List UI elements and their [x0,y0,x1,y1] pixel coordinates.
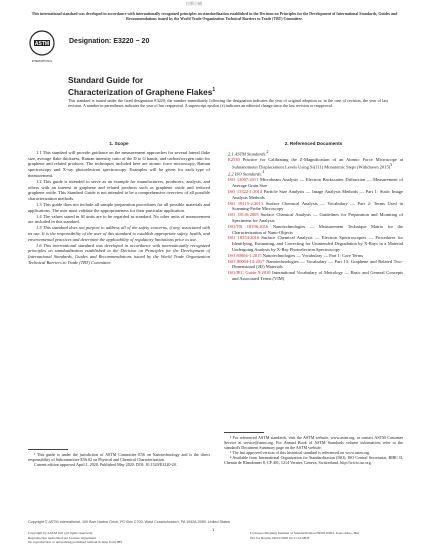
ref-title: Nanotechnologies — Vocabulary — Part 13: Graphene and Related Two-Dimensional (2D) Materials [232,258,404,270]
ref-item [224,201,403,213]
scope-heading: 1. Scope [109,141,129,146]
footnote-1: ¹ This guide is under the jurisdiction of ASTM Committee E56 on Nanotechnology and is the direct responsibility of Subcommittee E56.02 on Physical and Chemical Characterization. Current edition approved April 1, 2020. Published May 2020. DOI: 10.1520/E3220-20. [28,452,210,467]
ref-code-link[interactable]: ISO 80004-1:2015 [228,252,262,258]
svg-text:INTERNATIONAL: INTERNATIONAL [31,60,53,63]
ref-title: Microbeam Analysis — Electron Backscatter Diffraction — Measurement of Average Grain Size [232,177,404,189]
footnote-2: ² For referenced ASTM standards, visit the ASTM website, www.astm.org, or contact ASTM Customer Service at service@astm.org. For Annual Book of ASTM Standards volume information, refer to the standard's Document Summary page on the ASTM website. [224,435,403,450]
footnote-rule-2 [224,432,264,433]
ref-item [224,224,403,236]
ref-item [224,189,403,201]
ref-title: Surface Chemical Analysis — Guidelines for Preparation and Mounting of Specimens for Analysis [232,212,403,224]
astm-standards-heading: 2.1 ASTM Standards:$^2$ [228,149,269,157]
license-left: Copyright by ASTM Int'l (all rights reserved); Reproduction authorized per License Agreement No reproduction or networking permitted without license from IHS [28,531,123,544]
ref-item [224,270,403,282]
ref-code-link[interactable]: ISO 18115-2:2013 [228,200,264,206]
scope-1-1: 1.1 This standard will provide guidance on the measurement approaches for several lateral flake size, average flake thickness, Raman intensity ratio of the D to G bands, and carbon/oxygen ratio for graphene and related products. The techniques included here are atomic force microscopy, Raman spectroscopy and X-ray photoelectron spectroscopy. Examples will be given for each type of measurement. [28,149,210,178]
ref-item [224,177,403,189]
scope-1-5: 1.5 This standard does not purport to address all of the safety concerns, if any, associated with its use. It is the responsibility of the user of this standard to establish appropriate safety, health, and environmental practices and determine the applicability of regulatory limitations prior to use. [28,225,210,242]
ref-item [224,259,403,271]
ref-title: Nanotechnologies — Vocabulary — Part 1: Core Terms [262,252,364,258]
designation: Designation: E3220 − 20 [69,38,150,45]
ref-title: Nanotechnologies — Measurement Technique Matrix for the Characterization of Nano-Objects [232,223,403,235]
license-right: Licensee=Zhejiang Institute of Standardization/5958110001, User=Zhao, Hui Not for Resale, 06/01/2020 02:11:14 MDT [250,531,359,540]
copyright-line: Copyright © ASTM International, 100 Barr Harbor Drive, PO Box C700, West Conshohocken, PA 19428-2959. United States [28,520,231,524]
references-section [224,141,403,282]
intro-notice: This standard is issued under the fixed designation E3220; the number immediately following the designation indicates the year of original adoption or, in the case of revision, the year of last revision. A number in parentheses indicates the year of last reapproval. A superscript epsilon (ε) indicates an editorial change since the last revision or reapproval. [68,98,388,108]
footnote-3: ³ The last approved version of this historical standard is referenced on www.astm.org. [230,450,371,455]
page-number: 1 [212,527,215,532]
ref-code-link[interactable]: ISO/TR 18196:2016 [228,223,269,229]
ref-code-link[interactable]: ISO 18116:2005 [228,212,259,218]
astm-logo-icon [28,30,56,66]
ref-code-link[interactable]: ISO/IEC Guide 9:2010 [228,270,271,276]
ref-code-link[interactable]: ISO 13322-1:2014 [228,189,263,195]
ref-title: Surface Chemical Analysis — Vocabulary — Part 2: Terms Used in Scanning-Probe Microscopy [232,200,403,212]
scope-1-3: 1.3 This guide does not include all sample preparation procedures for all possible materials and applications. The user must validate the appropriateness for their particular application. [28,201,210,213]
ref-title: Surface Chemical Analysis — Electron Spectroscopies — Procedures for Identifying, Estimating, and Correcting for Unintended Degradation by X-Rays in a Material Undergoing Analysis by X-Ray Photoelectron Spectroscopy [232,235,403,253]
header-stamp: 拉斯小铺 [186,1,202,6]
ref-code-link[interactable]: ISO 13067:2011 [228,177,259,183]
doc-title: Standard Guide for Characterization of Graphene Flakes$^1$ [68,75,216,97]
scope-1-4: 1.4 The values stated in SI units are to be regarded as standard. No other units of measurement are included in this standard. [28,213,210,225]
references-heading: 2. Referenced Documents [284,141,343,146]
ref-title: Particle Size Analysis — Image Analysis Methods — Part 1: Static Image Analysis Methods [232,189,404,200]
footnote-4: ⁴ Available from International Organization for Standardization (ISO), ISO Central Secretariat, BIBC II, Chemin de Blandonnet 8, CP 401, 1214 Vernier, Geneva, Switzerland, http://www.iso.org. [224,455,403,465]
ref-item [224,235,403,252]
ref-code-link[interactable]: ISO 18554:2016 [228,235,260,241]
ref-code-link[interactable]: ISO 80004-13:2017 [228,258,265,264]
ref-code-link[interactable]: E2530 [228,157,240,163]
footnotes-refs [224,435,403,465]
iso-standards-heading: 2.2 ISO Standards:$^4$ [228,170,265,177]
svg-text:ASTM: ASTM [34,41,50,47]
scope-1-2: 1.2 This guide is intended to serve as an example for manufacturers, producers, analysts, and others with an interest in graphene and related products such as graphene oxide and reduced graphene oxide. This Standard Guide is not intended to be a comprehensive overview of all possible characterization methods. [28,178,210,202]
scope-section [28,141,210,266]
ref-title: International Vocabulary of Metrology — Basic and General Concepts and Associated Terms (VIM) [232,270,403,282]
ref-item [224,212,403,224]
ref-e2530: E2530 Practice for Calibrating the Z-Magnification of an Atomic Force Microscope at Subnanometer Displacement Levels Using Si(111) Monatomic Steps (Withdrawn 2015)$^3$ [228,157,404,170]
astm-logo [28,30,56,66]
tbt-notice: This international standard was developed in accordance with internationally recognized principles on standardization established in the Decision on Principles for the Development of International Standards, Guides and Recommendations issued by the World Trade Organization Technical Barriers to Trade (TBT) Committee. [31,12,398,21]
scope-1-6: 1.6 This international standard was developed in accordance with internationally recognized principles on standardization established in the Decision on Principles for the Development of International Standards, Guides and Recommendations issued by the World Trade Organization Technical Barriers to Trade (TBT) Committee. [28,242,210,265]
footnote-rule [28,449,68,450]
